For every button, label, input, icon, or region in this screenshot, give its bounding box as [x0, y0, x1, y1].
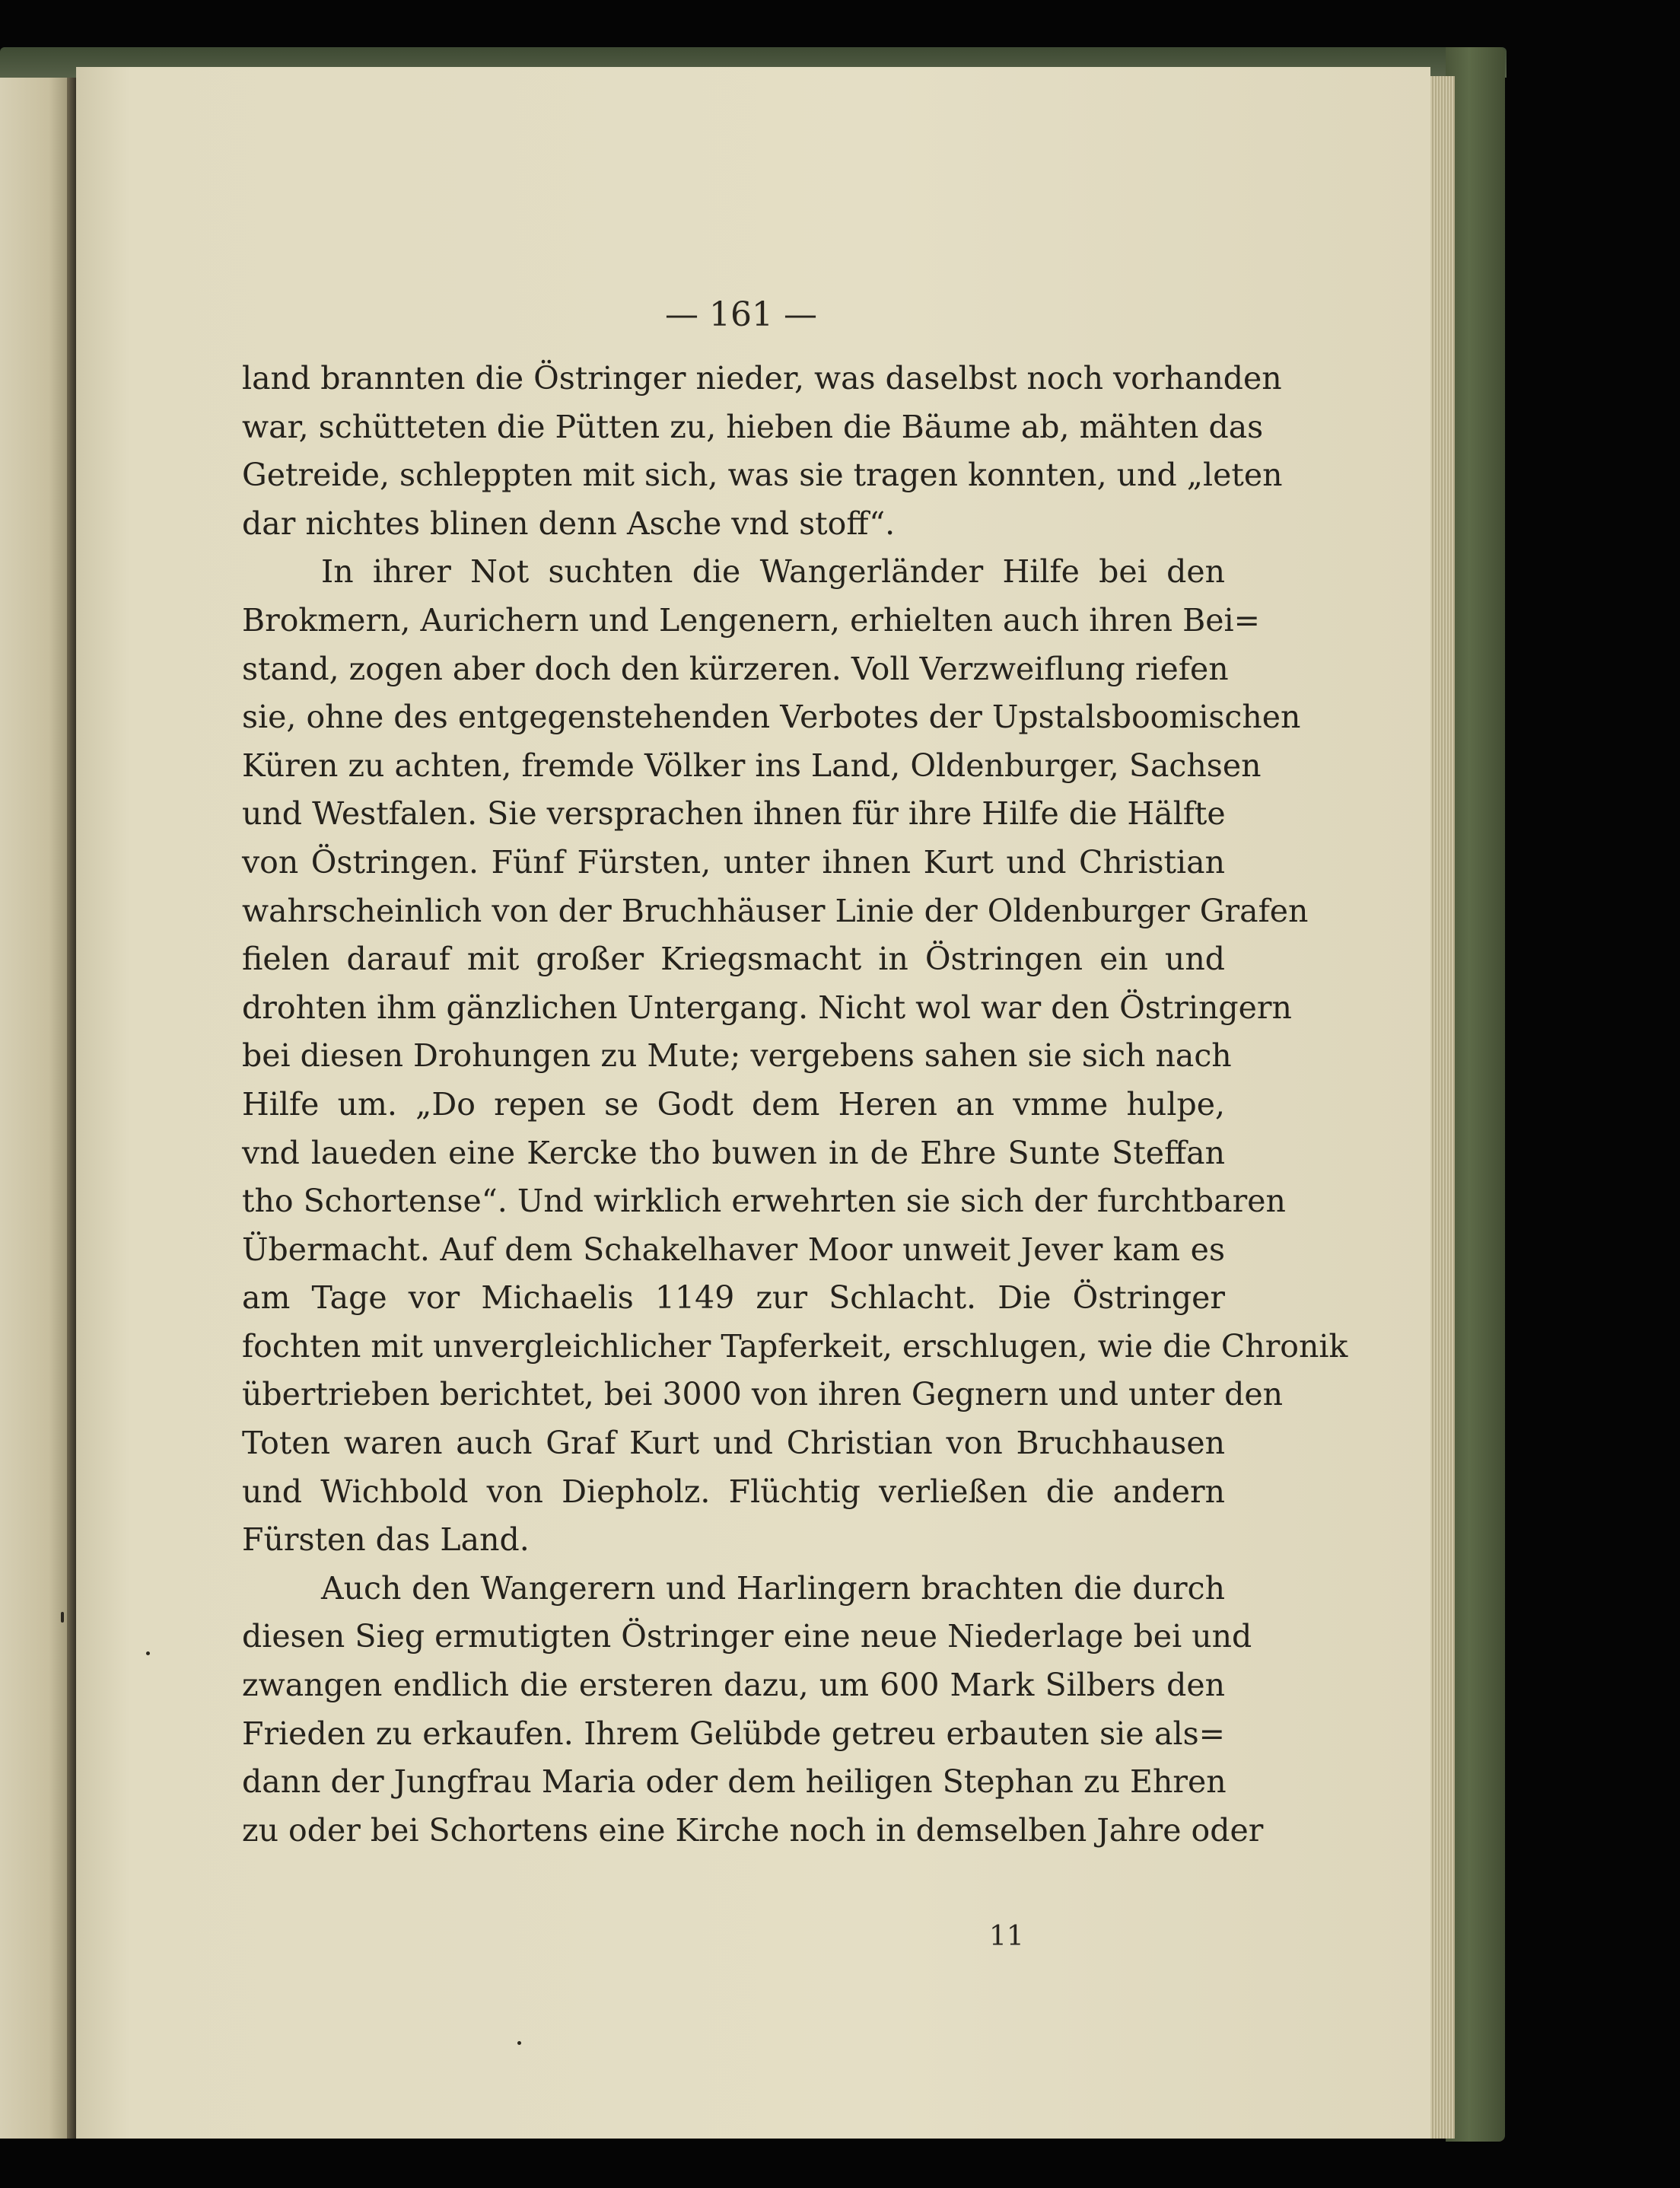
text-line: dar nichtes blinen denn Asche vnd stoff“.	[242, 505, 896, 542]
text-line: zu oder bei Schortens eine Kirche noch in demselben Jahre oder	[242, 1811, 1264, 1849]
page-number: — 161 —	[665, 295, 817, 334]
text-line: Frieden zu erkaufen. Ihrem Gelübde getreu erbauten sie als=	[242, 1715, 1225, 1752]
text-line: und Westfalen. Sie versprachen ihnen für ihre Hilfe die Hälfte	[242, 795, 1226, 833]
text-line: stand, zogen aber doch den kürzeren. Voll Verzweiflung riefen	[242, 650, 1229, 687]
text-line: sie, ohne des entgegenstehenden Verbotes der Upstalsboomischen	[242, 699, 1301, 736]
text-line: bei diesen Drohungen zu Mute; vergebens sahen sie sich nach	[242, 1037, 1232, 1075]
text-line: Küren zu achten, fremde Völker ins Land, Oldenburger, Sachsen	[242, 747, 1262, 784]
text-line: land brannten die Östringer nieder, was daselbst noch vorhanden	[242, 360, 1282, 397]
text-line: war, schütteten die Pütten zu, hieben die Bäume ab, mähten das	[242, 408, 1264, 445]
text-line: Toten waren auch Graf Kurt und Christian von Bruchhausen	[242, 1425, 1225, 1462]
text-line: Getreide, schleppten mit sich, was sie tragen konnten, und „leten	[242, 457, 1283, 494]
paper-speck	[517, 2041, 521, 2045]
paper-speck	[146, 1651, 150, 1655]
text-line: Auch den Wangerern und Harlingern brachten die durch	[321, 1569, 1225, 1607]
text-line: Hilfe um. „Do repen se Godt dem Heren an vmme hulpe,	[242, 1085, 1225, 1123]
text-line: übertrieben berichtet, bei 3000 von ihren Gegnern und unter den	[242, 1376, 1284, 1413]
text-line: fochten mit unvergleichlicher Tapferkeit, erschlugen, wie die Chronik	[242, 1327, 1348, 1365]
body-text	[242, 355, 1348, 1855]
text-line: dann der Jungfrau Maria oder dem heiligen Stephan zu Ehren	[242, 1763, 1227, 1801]
text-line: drohten ihm gänzlichen Untergang. Nicht wol war den Östringern	[242, 989, 1292, 1026]
facing-page-edge	[0, 59, 70, 2139]
text-line: am Tage vor Michaelis 1149 zur Schlacht. Die Östringer	[242, 1279, 1225, 1317]
paper-speck	[61, 1612, 64, 1623]
signature-mark: 11	[989, 1921, 1024, 1952]
text-line: vnd laueden eine Kercke tho buwen in de Ehre Sunte Steffan	[242, 1134, 1225, 1171]
text-line: fielen darauf mit großer Kriegsmacht in Östringen ein und	[242, 941, 1225, 978]
book-page	[76, 67, 1430, 2139]
text-line: tho Schortense“. Und wirklich erwehrten sie sich der furchtbaren	[242, 1183, 1286, 1220]
text-line: Brokmern, Aurichern und Lengenern, erhielten auch ihren Bei=	[242, 601, 1260, 639]
text-line: und Wichbold von Diepholz. Flüchtig verließen die andern	[242, 1473, 1225, 1510]
text-line: von Östringen. Fünf Fürsten, unter ihnen Kurt und Christian	[242, 843, 1225, 881]
text-line: Fürsten das Land.	[242, 1521, 530, 1559]
text-line: diesen Sieg ermutigten Östringer eine neue Niederlage bei und	[242, 1618, 1252, 1655]
text-line: zwangen endlich die ersteren dazu, um 600 Mark Silbers den	[242, 1667, 1225, 1704]
text-line: wahrscheinlich von der Bruchhäuser Linie der Oldenburger Grafen	[242, 892, 1309, 929]
text-line: Übermacht. Auf dem Schakelhaver Moor unweit Jever kam es	[242, 1231, 1225, 1268]
text-line: In ihrer Not suchten die Wangerländer Hilfe bei den	[321, 553, 1225, 591]
